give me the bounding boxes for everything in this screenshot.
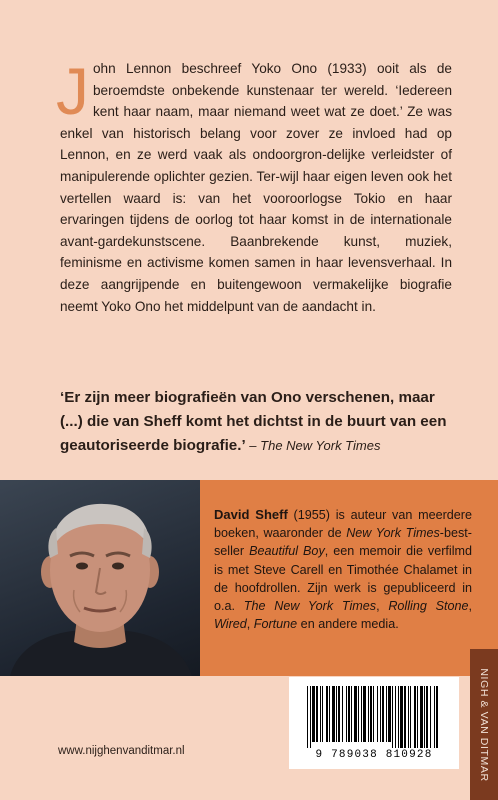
barcode-bar <box>382 686 384 742</box>
barcode-bar <box>370 686 372 742</box>
barcode-bar <box>363 686 366 742</box>
barcode-bar <box>426 686 428 748</box>
barcode-bars <box>307 686 441 748</box>
bio-text: , een memoir die verfilmd is met Steve Carell en Timothée Chalamet in de hoofdrollen. Zijn werk is gepubliceerd in o.a. <box>214 544 472 614</box>
barcode-bar <box>322 686 323 742</box>
barcode-bar <box>377 686 378 742</box>
bio-separator: , <box>246 617 254 632</box>
quote-source <box>246 438 381 453</box>
barcode-bar <box>354 686 357 742</box>
barcode-bar <box>329 686 330 742</box>
barcode-bar <box>420 686 423 748</box>
barcode <box>289 677 459 769</box>
review-quote <box>60 386 460 458</box>
author-portrait-icon <box>0 480 200 676</box>
author-photo <box>0 480 200 676</box>
barcode-bar <box>351 686 352 742</box>
barcode-bar <box>326 686 328 742</box>
barcode-bar <box>336 686 337 742</box>
barcode-bar <box>388 686 391 742</box>
barcode-bar <box>358 686 359 742</box>
barcode-bar <box>338 686 340 742</box>
barcode-bar <box>348 686 350 742</box>
barcode-bar <box>410 686 411 748</box>
quote-dash: – <box>245 438 261 453</box>
barcode-bar <box>312 686 315 742</box>
bio-text: -best-seller <box>214 526 472 559</box>
barcode-bar <box>395 686 396 748</box>
quote-text: ‘Er zijn meer biografieën van Ono verschenen, maar (...) die van Sheff komt het dichtst in de buurt van een geautoriseerde biografie.’ <box>60 389 447 454</box>
blurb-paragraph: ohn Lennon beschreef Yoko Ono (1933) ooit als de beroemdste onbekende kunstenaar ter wereld. ‘Iedereen kent haar naam, maar niemand weet wat ze doet.’ Ze was enkel van historisch belang voor zover ze invloed had op Lennon, en ze werd vaak als ondoorgron-delijke verleidster of manipulerende oplichter gezien. Ter-wijl haar eigen leven ook het vertellen waard is: van het vooroorlogse Tokio en haar ervaringen tijdens de oorlog tot haar komst in de internationale avant-gardekunstscene. Baanbrekende kunst, muziek, feminisme en activisme komen samen in haar levensverhaal. In deze aangrijpende en buitengewoon vermakelijke biografie neemt Yoko Ono het middelpunt van de aandacht in. <box>60 61 452 314</box>
barcode-bar <box>361 686 362 742</box>
barcode-bar <box>434 686 435 748</box>
barcode-bar <box>373 686 374 742</box>
barcode-bar <box>424 686 425 748</box>
barcode-bar <box>316 686 318 742</box>
author-band <box>0 480 498 676</box>
bio-book-title: Beautiful Boy <box>249 544 325 559</box>
barcode-bar <box>398 686 399 748</box>
barcode-bar <box>320 686 321 742</box>
isbn-number: 9 789038 810928 <box>315 749 433 761</box>
bio-nyt: New York Times <box>346 526 440 541</box>
barcode-bar <box>307 686 308 748</box>
barcode-bar <box>417 686 418 748</box>
drop-cap: J <box>56 54 89 128</box>
bio-separator: , <box>376 599 389 614</box>
barcode-bar <box>392 686 393 748</box>
bio-text: (1955) is auteur van meerdere boeken, waaronder de <box>214 508 473 541</box>
bio-publication: The New York Times <box>243 599 377 614</box>
barcode-bar <box>386 686 387 742</box>
barcode-bar <box>346 686 347 742</box>
publisher-spine-label: NIGH & VAN DITMAR <box>478 667 490 782</box>
barcode-bar <box>342 686 343 742</box>
bio-publication: Wired <box>214 617 247 632</box>
bio-publication: Fortune <box>253 617 298 632</box>
barcode-bar <box>430 686 431 748</box>
bio-separator: , <box>468 599 472 614</box>
bio-text: en andere media. <box>297 617 399 632</box>
blurb-text <box>56 54 452 317</box>
barcode-bar <box>414 686 416 748</box>
barcode-bar <box>408 686 409 748</box>
barcode-bar <box>380 686 381 742</box>
barcode-bar <box>368 686 369 742</box>
barcode-bar <box>310 686 311 748</box>
barcode-bar <box>436 686 438 748</box>
barcode-bar <box>400 686 403 748</box>
publisher-website[interactable]: www.nijghenvanditmar.nl <box>58 745 185 757</box>
bio-publication: Rolling Stone <box>388 599 469 614</box>
publisher-spine <box>470 649 498 800</box>
barcode-bar <box>404 686 406 748</box>
author-bio <box>214 506 472 633</box>
author-name: David Sheff <box>214 507 288 522</box>
quote-source-name: The New York Times <box>260 438 381 453</box>
barcode-bar <box>332 686 335 742</box>
